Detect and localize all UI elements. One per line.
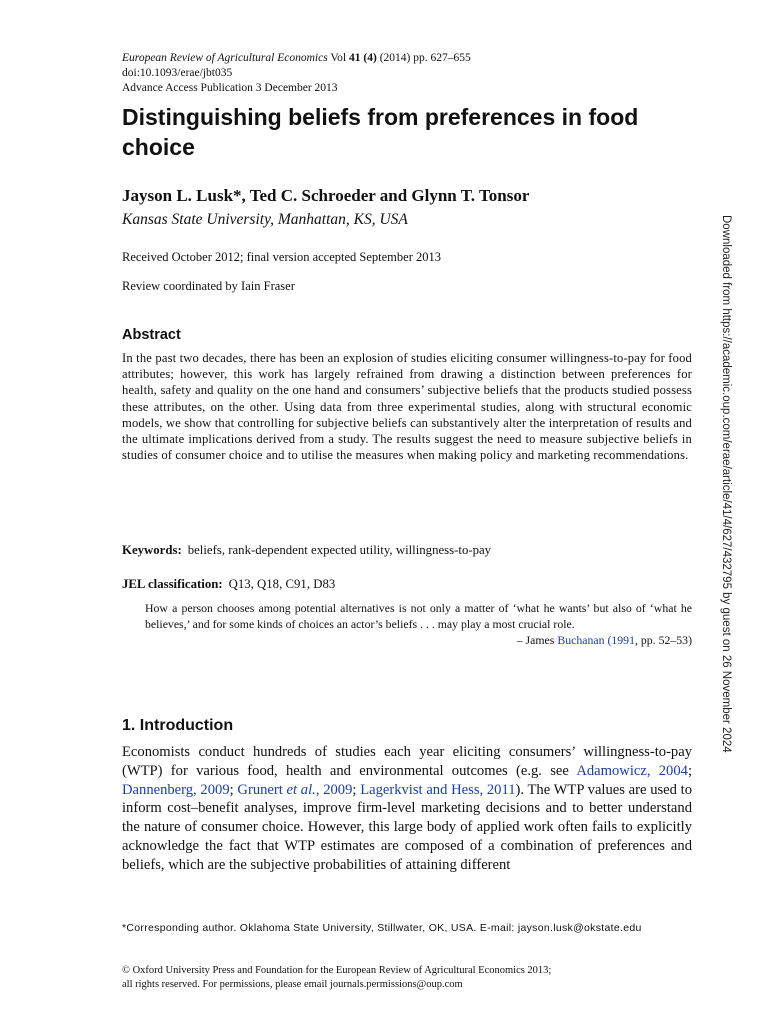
jel-label: JEL classification: xyxy=(122,577,223,591)
ref-grunert-year: , 2009 xyxy=(315,781,353,798)
epigraph-attribution xyxy=(145,633,692,649)
ref-sep: ; xyxy=(229,781,238,798)
keywords-label: Keywords: xyxy=(122,543,182,557)
jel-classification xyxy=(122,577,692,592)
received-dates: Received October 2012; final version accepted September 2013 xyxy=(122,250,441,264)
ref-sep: ; xyxy=(687,762,692,779)
affiliation: Kansas State University, Manhattan, KS, USA xyxy=(122,211,408,228)
download-watermark: Downloaded from https://academic.oup.com/erae/article/41/4/627/432795 by guest on 26 November 2024 xyxy=(720,215,732,753)
ref-dannenberg[interactable]: Dannenberg, 2009 xyxy=(122,781,230,798)
corresponding-author-footnote: *Corresponding author. Oklahoma State University, Stillwater, OK, USA. E-mail: jayson.lusk@okstate.edu xyxy=(122,922,642,934)
journal-name: European Review of Agricultural Economics xyxy=(122,52,328,64)
buchanan-citation-link[interactable]: Buchanan (1991 xyxy=(557,633,635,647)
ref-grunert-name: Grunert xyxy=(237,781,287,798)
authors: Jayson L. Lusk*, Ted C. Schroeder and Glynn T. Tonsor xyxy=(122,186,530,205)
ref-grunert-etal: et al. xyxy=(286,781,316,798)
ref-sep: ; xyxy=(352,781,361,798)
doi: doi:10.1093/erae/jbt035 xyxy=(122,67,233,79)
journal-header xyxy=(122,51,692,96)
intro-text-2: ). The WTP values are used to inform cost–benefit analyses, improve firm-level marketing decisions and to better understand the nature of consumer choice. However, this large body of applied work often fails to explicitly acknowledge the fact that WTP estimates are composed of a combination of preferences and beliefs, which are the subjective probabilities of attaining different xyxy=(122,781,693,873)
copyright-line-2: all rights reserved. For permissions, please email journals.permissions@oup.com xyxy=(122,979,463,990)
abstract-body: In the past two decades, there has been an explosion of studies eliciting consumer willingness-to-pay for food attributes; however, this work has largely refrained from drawing a distinction between preferences for health, safety and quality on the one hand and consumers’ subjective beliefs that the products studied possess these attributes, on the other. Using data from three experimental studies, along with structural economic models, we show that controlling for subjective beliefs can substantively alter the interpretation of results and the ultimate implications derived from a study. The results suggest the need to measure subjective beliefs in studies of consumer choice and to utilise the measures when making policy and marketing recommendations. xyxy=(122,351,692,463)
attr-prefix: – James xyxy=(516,633,555,647)
ref-lagerkvist-hess[interactable]: Lagerkvist and Hess, 2011 xyxy=(360,781,516,798)
ref-adamowicz[interactable]: Adamowicz, 2004 xyxy=(576,762,688,779)
review-coordinator: Review coordinated by Iain Fraser xyxy=(122,279,295,293)
copyright-line-1: © Oxford University Press and Foundation for the European Review of Agricultural Economics 2013; xyxy=(122,965,552,976)
jel-value: Q13, Q18, C91, D83 xyxy=(228,577,336,591)
abstract-heading: Abstract xyxy=(122,327,181,343)
issue: (4) xyxy=(363,52,377,64)
advance-access: Advance Access Publication 3 December 2013 xyxy=(122,82,338,94)
keywords-value: beliefs, rank-dependent expected utility, willingness-to-pay xyxy=(187,543,492,557)
paper-title: Distinguishing beliefs from preferences in food choice xyxy=(122,104,639,160)
citation-line xyxy=(122,51,692,66)
epigraph xyxy=(145,601,692,649)
attr-suffix: , pp. 52–53) xyxy=(634,633,692,647)
ref-grunert[interactable] xyxy=(237,782,352,798)
keywords xyxy=(122,543,692,558)
volume: 41 xyxy=(349,52,361,64)
year-pages: (2014) pp. 627–655 xyxy=(379,52,471,64)
copyright-notice xyxy=(122,964,692,992)
introduction-heading: 1. Introduction xyxy=(122,717,234,734)
epigraph-text: How a person chooses among potential alternatives is not only a matter of ‘what he wants’ but also of ‘what he believes,’ and for some kinds of choices an actor’s beliefs . . . may play a most crucial role. xyxy=(145,601,692,631)
introduction-body xyxy=(122,743,692,875)
intro-text-1: Economists conduct hundreds of studies each year eliciting consumers’ willingness-to-pay (WTP) for various food, health and environmental outcomes (e.g. see xyxy=(122,744,692,779)
vol-prefix: Vol xyxy=(330,52,347,64)
